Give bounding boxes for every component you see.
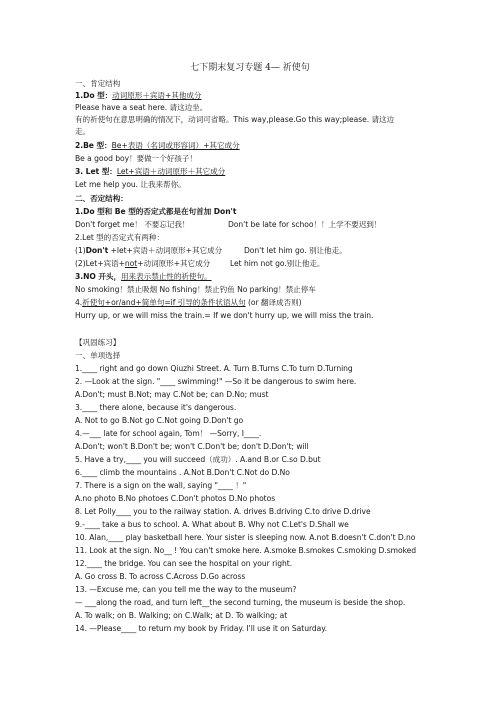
neg-rule-4 bbox=[75, 297, 302, 308]
form-keyword: not bbox=[124, 259, 138, 268]
question-line: A.no photo B.No photoes C.Don't photos D.No photos bbox=[75, 494, 276, 503]
do-note-line-2: 走。 bbox=[75, 127, 91, 136]
neg-rule-2-form-2-example: Let him not go.别让他走。 bbox=[230, 259, 325, 268]
neg-rule-3 bbox=[75, 271, 212, 282]
let-rule: Let+宾语＋动词原形＋其它成分 bbox=[116, 167, 226, 176]
let-rule-line bbox=[75, 166, 225, 177]
question-line: 1.____ right and go down Qiuzhi Street. A. Turn B.Turns C.To turn D.Turning bbox=[75, 364, 353, 373]
let-example: Let me help you. 让我来帮你。 bbox=[75, 180, 186, 189]
rule-number: 4. bbox=[75, 298, 83, 307]
question-line: A. To walk; on B. Walking; on C.Walk; at D. To walking; at bbox=[75, 611, 288, 620]
neg-rule-1-example-b: Don't be late for schoo！！上学不要迟到！ bbox=[228, 220, 382, 229]
question-line: 8. Let Polly____ you to the railway station. A. drives B.driving C.to drive D.drive bbox=[75, 507, 371, 516]
question-line: A.Don't; won't B.Don't be; won't C.Don't be; don't D.Don't; will bbox=[75, 442, 309, 451]
question-line: 3.____ there alone, because it's dangerous. bbox=[75, 403, 237, 412]
question-line: 11. Look at the sign. No__ ! You can't smoke here. A.smoke B.smokes C.smoking D.smoked bbox=[75, 546, 417, 555]
form-number: (1) bbox=[75, 246, 86, 255]
form-keyword: Don't bbox=[85, 246, 109, 255]
question-line: 4.—___ late for school again, Tom！ —Sorry, I____. bbox=[75, 429, 262, 438]
form-rule-end: +动词原形+其它成分 bbox=[137, 259, 211, 268]
question-line: A. Not to go B.Not go C.Not going D.Don't go bbox=[75, 416, 244, 425]
let-label: 3. Let 型： bbox=[75, 167, 117, 176]
form-rule: +let+宾语＋动词原形+其它成分 bbox=[108, 246, 223, 255]
do-label: 1.Do 型： bbox=[75, 91, 113, 100]
do-rule: 动词原形＋宾语+其他成分 bbox=[112, 91, 202, 100]
question-line: 14. —Please____ to return my book by Friday. I'll use it on Saturday. bbox=[75, 624, 328, 633]
question-line: 7. There is a sign on the wall, saying "____ ！" bbox=[75, 481, 247, 490]
be-label: 2.Be 型： bbox=[75, 141, 112, 150]
neg-rule-1-example-a: Don't forget me！ 不要忘记我！ bbox=[75, 220, 190, 229]
question-line: 5. Have a try,____ you will succeed（成功）. A.and B.or C.so D.but bbox=[75, 455, 321, 464]
rule-text: 祈使句+or/and+简单句=if 引导的条件状语从句 bbox=[82, 298, 246, 307]
neg-rule-2: 2.Let 型的否定式有两种： bbox=[75, 233, 164, 242]
question-line: 10. Alan,____ play basketball here. Your sister is sleeping now. A.not B.doesn't C.don't D.no bbox=[75, 533, 416, 542]
section-heading: 二、否定结构： bbox=[75, 194, 128, 203]
question-line: 13. —Excuse me, can you tell me the way to the museum? bbox=[75, 585, 297, 594]
question-line: A. Go cross B. To across C.Across D.Go across bbox=[75, 572, 246, 581]
form-rule-start: (2)Let+宾语+ bbox=[75, 259, 125, 268]
do-note-line-1: 有的祈使句在意思明确的情况下，动词可省略。This way,please.Go this way;please. 请这边 bbox=[75, 115, 395, 124]
do-rule-line bbox=[75, 90, 201, 101]
section-heading: 一、肯定结构 bbox=[75, 79, 121, 88]
question-line: 9.-____ take a bus to school. A. What about B. Why not C.Let's D.Shall we bbox=[75, 520, 349, 529]
be-rule: Be+表语（名词或形容词）+其它成分 bbox=[111, 141, 240, 150]
be-rule-line bbox=[75, 140, 240, 151]
page-title: 七下期末复习专题 4— 祈使句 bbox=[190, 63, 310, 73]
practice-subheading: 一、单项选择 bbox=[75, 351, 121, 360]
neg-rule-2-form-2 bbox=[75, 258, 210, 269]
do-example: Please have a seat here. 请这边坐。 bbox=[75, 103, 208, 112]
neg-rule-2-form-1-example: Don't let him go. 别让他走。 bbox=[244, 246, 347, 255]
question-line: 6.____ climb the mountains . A.Not B.Don't C.Not do D.No bbox=[75, 468, 290, 477]
neg-rule-3-example: No smoking！禁止吸烟 No fishing！禁止钓鱼 No parking！禁止停车 bbox=[75, 285, 316, 294]
be-example: Be a good boy！要做一个好孩子！ bbox=[75, 154, 197, 163]
question-line: — ___along the road, and turn left__the second turning, the museum is beside the shop. bbox=[75, 598, 406, 607]
rule-text: 用来表示禁止性的祈使句。 bbox=[121, 272, 212, 281]
neg-rule-1: 1.Do 型和 Be 型的否定式都是在句首加 Don't bbox=[75, 207, 237, 216]
neg-rule-4-example: Hurry up, or we will miss the train.= If we don't hurry up, we will miss the train. bbox=[75, 311, 374, 320]
neg-rule-2-form-1 bbox=[75, 245, 222, 256]
rule-note: (or 翻译成否则) bbox=[245, 298, 302, 307]
practice-heading: 【巩固练习】 bbox=[75, 338, 121, 347]
rule-label: 3.NO 开头， bbox=[75, 272, 122, 281]
question-line: A.Don't; must B.Not; may C.Not be; can D.No; must bbox=[75, 390, 269, 399]
question-line: 12.____ the bridge. You can see the hospital on your right. bbox=[75, 559, 293, 568]
question-line: 2. —Look at the sign. "____ swimming!" —So it be dangerous to swim here. bbox=[75, 377, 357, 386]
